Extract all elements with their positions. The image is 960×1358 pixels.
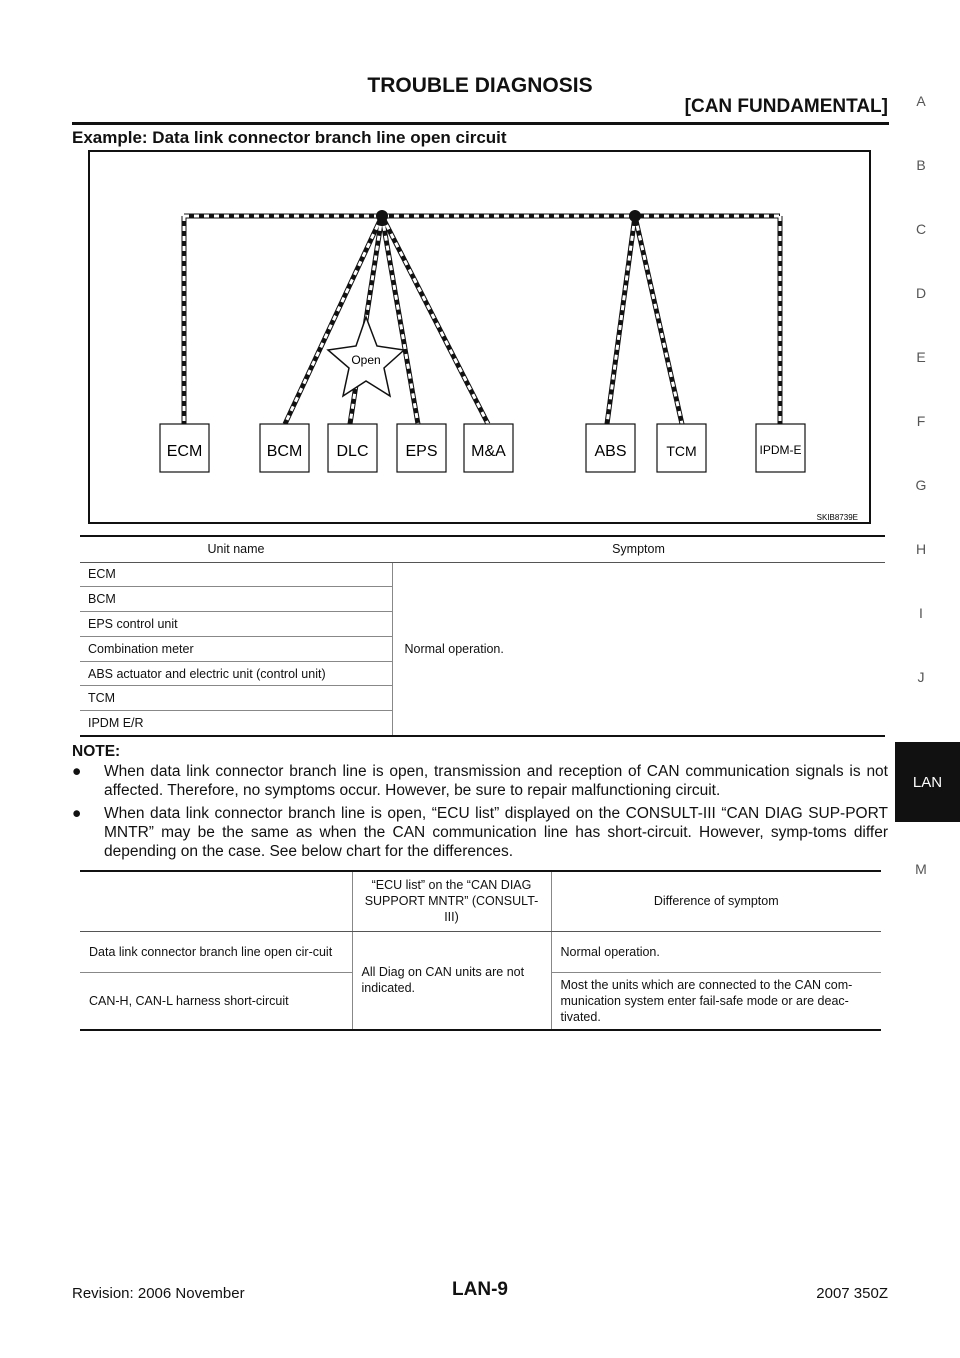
diagram-ref-code: SKIB8739E: [816, 513, 858, 522]
header-unit-name: Unit name: [80, 536, 392, 562]
unit-label-ecm: ECM: [166, 443, 203, 460]
side-index-letter[interactable]: M: [915, 861, 927, 877]
side-index-letter[interactable]: F: [916, 413, 926, 429]
side-index-active-tab[interactable]: LAN: [895, 742, 960, 822]
note-item-text: When data link connector branch line is open, “ECU list” displayed on the CONSULT-III “CAN DIAG SUP-PORT MNTR” may be the same as when the CAN communication line has short-circuit. However, symp-toms differ depending on the case. See below chart for the differences.: [104, 805, 888, 860]
side-index-letter[interactable]: I: [919, 605, 923, 621]
footer-revision: Revision: 2006 November: [72, 1285, 245, 1302]
unit-boxes: [160, 424, 805, 472]
bullet-icon: ●: [72, 763, 82, 780]
can-diagram-svg: [90, 152, 873, 526]
case-cell: CAN-H, CAN-L harness short-circuit: [80, 972, 352, 1030]
side-index: [906, 0, 936, 1358]
unit-label-ma: M&A: [471, 443, 506, 460]
unit-cell: TCM: [80, 686, 392, 711]
note-item: [72, 804, 888, 861]
page-title: TROUBLE DIAGNOSIS: [367, 74, 593, 97]
header-rule: [72, 122, 889, 125]
difference-cell: Most the units which are connected to the CAN com-munication system enter fail-safe mode or are deac-tivated.: [551, 972, 881, 1030]
unit-cell: BCM: [80, 587, 392, 612]
ecu-list-cell: All Diag on CAN units are not indicated.: [352, 931, 551, 1030]
unit-label-abs: ABS: [594, 443, 627, 460]
table-header-row: [80, 871, 881, 931]
footer-model: 2007 350Z: [816, 1285, 888, 1302]
junction-left-dot: [376, 210, 388, 222]
junction-right-dot: [629, 210, 641, 222]
note-title: NOTE:: [72, 743, 121, 760]
difference-table: [80, 870, 881, 1031]
can-bus-dashes: [184, 216, 780, 424]
side-index-letter[interactable]: D: [915, 285, 927, 301]
header-symptom: Symptom: [392, 536, 885, 562]
table-header-row: [80, 536, 885, 562]
header-case: [80, 871, 352, 931]
unit-cell: ABS actuator and electric unit (control unit): [80, 661, 392, 686]
case-cell: Data link connector branch line open cir-cuit: [80, 931, 352, 972]
section-label: [CAN FUNDAMENTAL]: [684, 96, 888, 117]
note-item-text: When data link connector branch line is open, transmission and reception of CAN communication signals is not affected. Therefore, no symptoms occur. However, be sure to repair malfunctioning circuit.: [104, 763, 888, 799]
can-diagram: [88, 150, 871, 524]
unit-cell: EPS control unit: [80, 612, 392, 637]
side-index-letter[interactable]: A: [916, 93, 926, 109]
header-difference: Difference of symptom: [551, 871, 881, 931]
side-index-letter[interactable]: J: [917, 669, 925, 685]
bullet-icon: ●: [72, 805, 82, 822]
side-index-letter[interactable]: H: [915, 541, 927, 557]
side-index-letter[interactable]: B: [916, 157, 926, 173]
table-row: [80, 562, 885, 587]
unit-cell: IPDM E/R: [80, 711, 392, 736]
difference-cell: Normal operation.: [551, 931, 881, 972]
unit-label-eps: EPS: [405, 443, 438, 460]
table-row: [80, 931, 881, 972]
side-index-letter[interactable]: G: [915, 477, 927, 493]
unit-label-dlc: DLC: [336, 443, 369, 460]
side-index-letter[interactable]: C: [915, 221, 927, 237]
symptom-cell: Normal operation.: [392, 562, 885, 736]
unit-symptom-table: [80, 535, 885, 737]
footer-page-number: LAN-9: [452, 1279, 508, 1300]
side-index-letter[interactable]: E: [916, 349, 926, 365]
unit-cell: Combination meter: [80, 636, 392, 661]
unit-label-tcm: TCM: [666, 443, 697, 459]
can-bus-lines: [184, 216, 780, 424]
example-heading: Example: Data link connector branch line open circuit: [72, 128, 507, 147]
header-ecu-list: “ECU list” on the “CAN DIAG SUPPORT MNTR” (CONSULT-III): [352, 871, 551, 931]
unit-label-bcm: BCM: [266, 443, 303, 460]
note-item: [72, 762, 888, 800]
unit-cell: ECM: [80, 562, 392, 587]
open-label: Open: [351, 353, 381, 367]
unit-label-ipdm: IPDM-E: [759, 443, 802, 457]
